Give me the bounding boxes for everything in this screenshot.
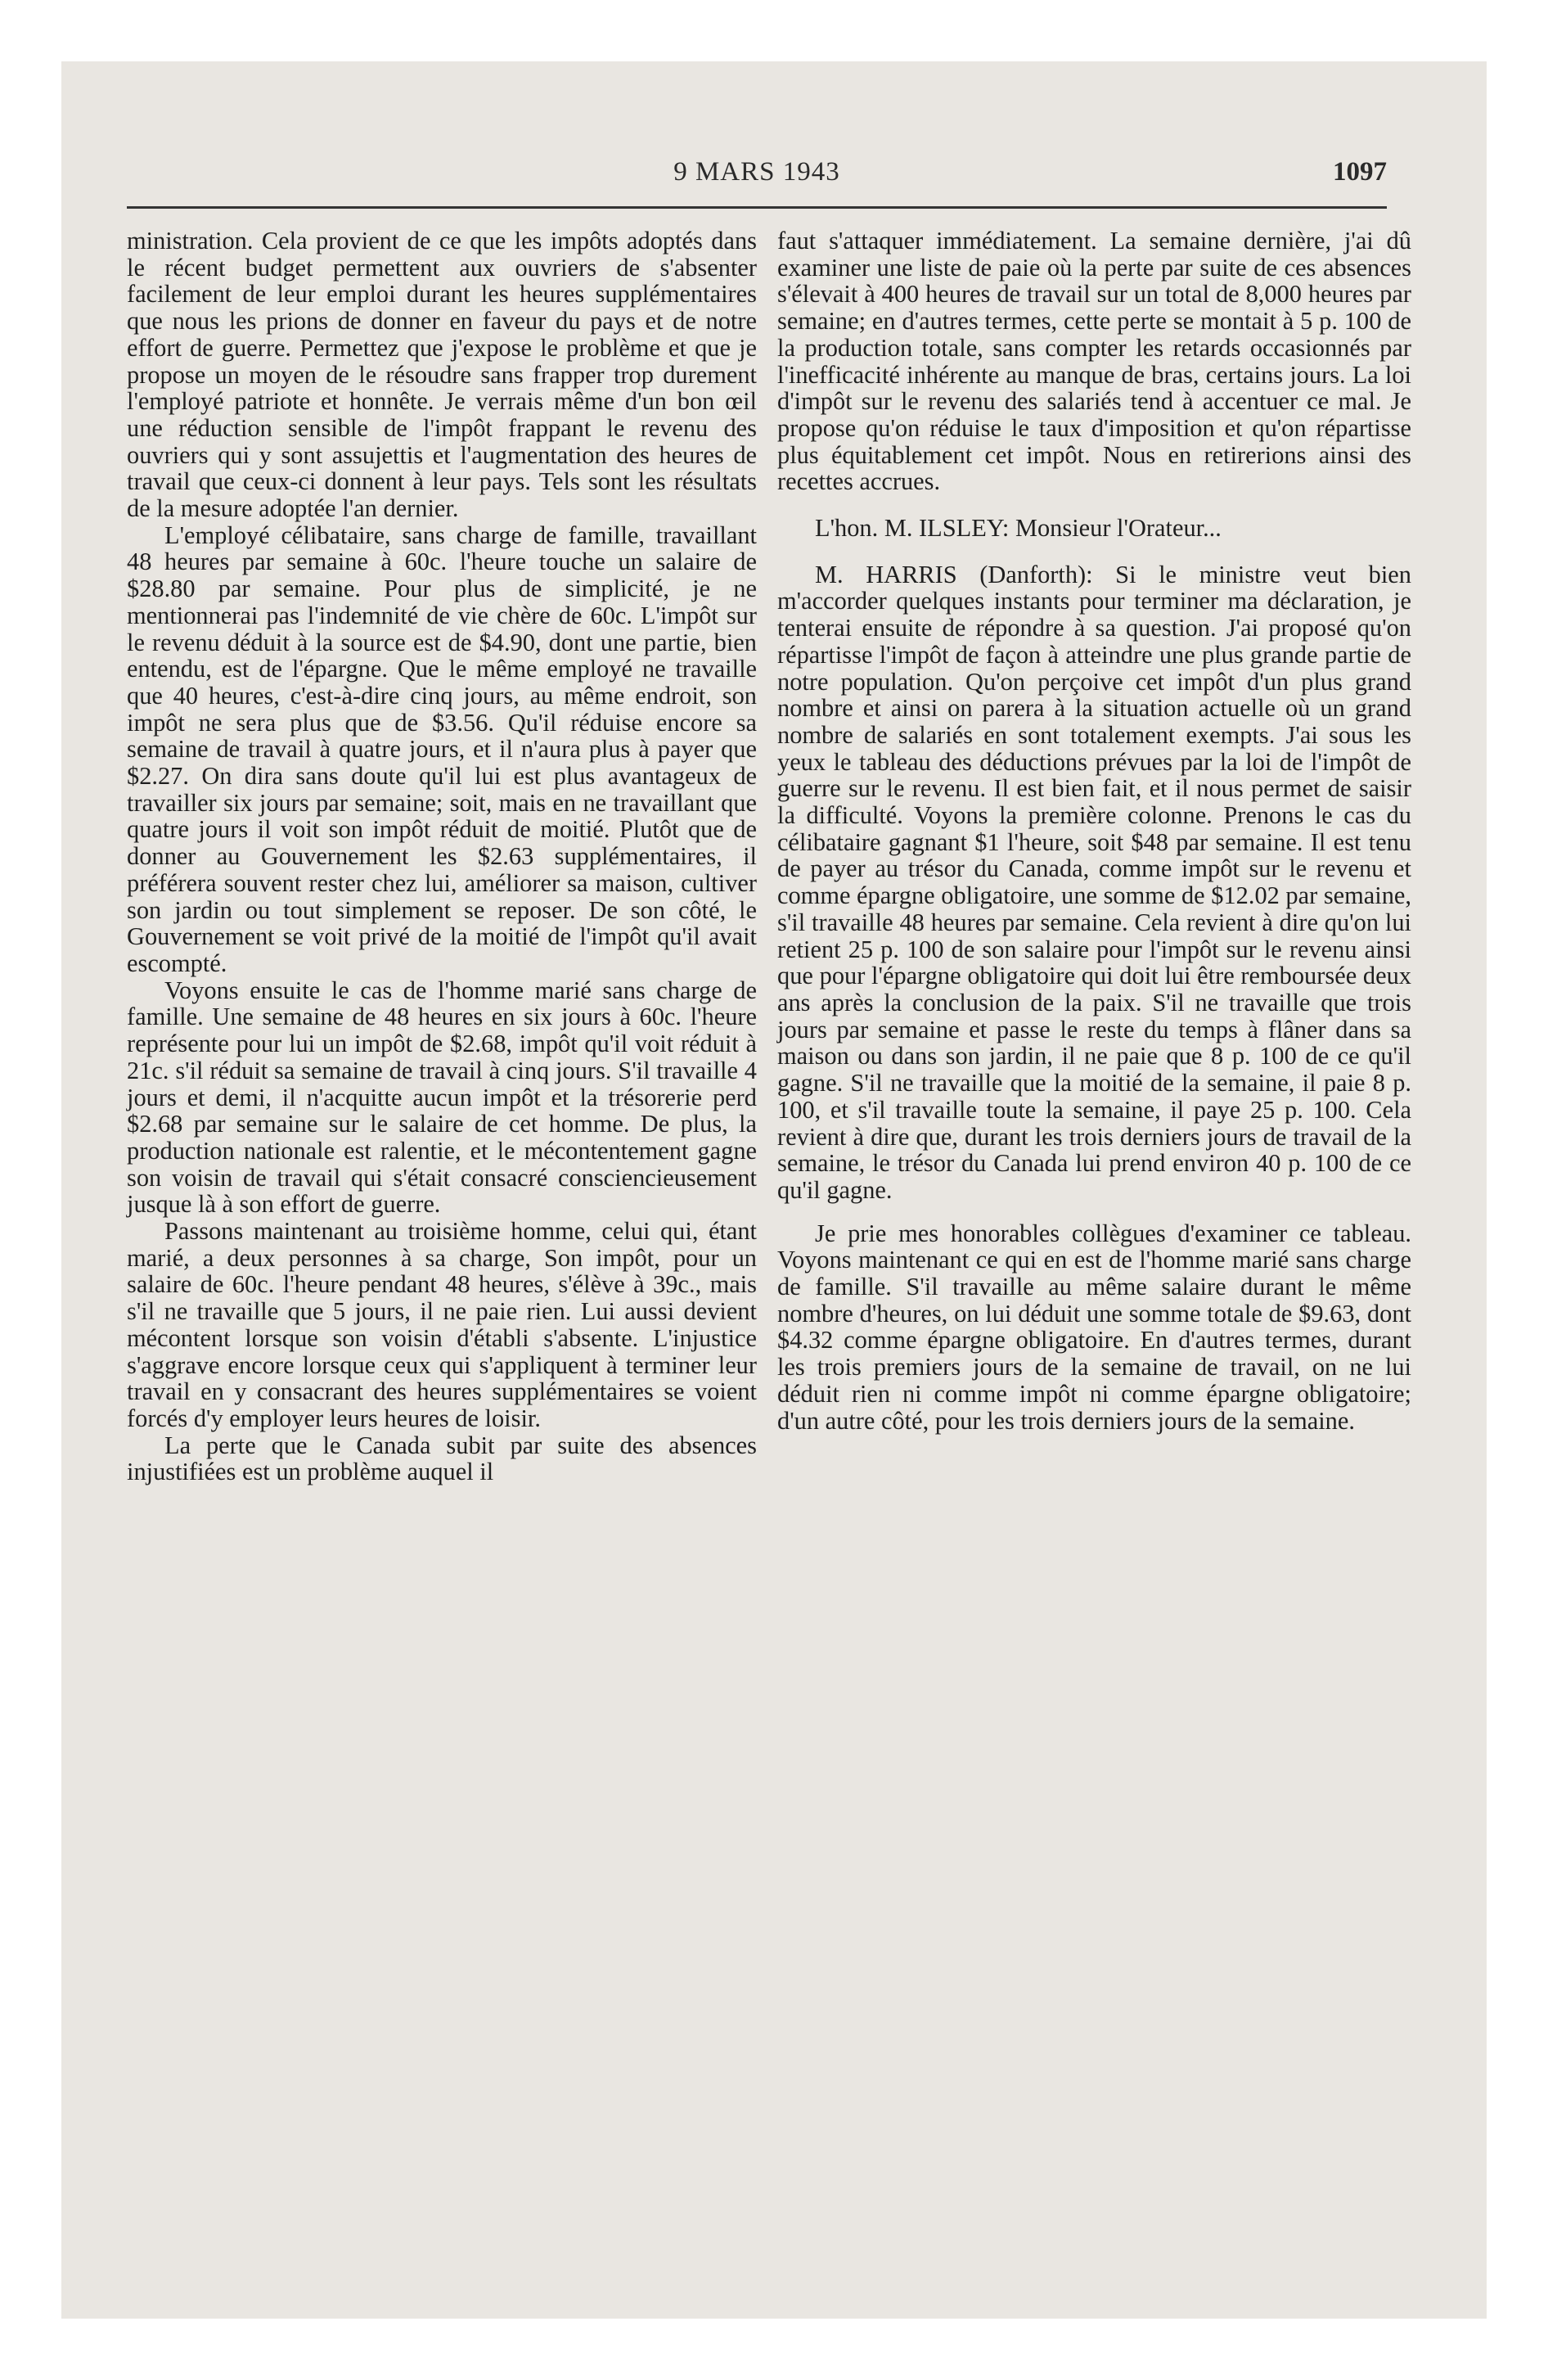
header-rule bbox=[127, 206, 1387, 209]
paragraph: Passons maintenant au troisième homme, celui qui, étant marié, a deux personnes à sa charge, Son impôt, pour un salaire de 60c. l'heure pendant 48 heures, s'élève à 39c., mais s'il ne travaille que 5 jours, il ne paie rien. Lui aussi devient mécontent lorsque son voisin d'établi s'absente. L'injustice s'aggrave encore lorsque ceux qui s'appliquent à terminer leur travail en y consacrant des heures supplémentaires se voient forcés d'y employer leurs heures de loisir. bbox=[127, 1217, 757, 1432]
paragraph: Voyons ensuite le cas de l'homme marié sans charge de famille. Une semaine de 48 heures en six jours à 60c. l'heure représente pour lui un impôt de $2.68, impôt qu'il voit réduit à 21c. s'il réduit sa semaine de travail à cinq jours. S'il travaille 4 jours et demi, il n'acquitte aucun impôt et la trésorerie perd $2.68 par semaine sur le salaire de cet homme. De plus, la production nationale est ralentie, et le mécontentement gagne son voisin de travail qui s'était consacré consciencieusement jusque là à son effort de guerre. bbox=[127, 976, 757, 1219]
header-date: 9 MARS 1943 bbox=[673, 157, 840, 187]
right-column bbox=[777, 228, 1411, 1434]
speaker-line: L'hon. M. ILSLEY: Monsieur l'Orateur... bbox=[815, 514, 1222, 543]
paragraph: L'employé célibataire, sans charge de famille, travaillant 48 heures par semaine à 60c. l'heure touche un salaire de $28.80 par semaine. Pour plus de simplicité, je ne mentionnerai pas l'indemnité de vie chère de 60c. L'impôt sur le revenu déduit à la source est de $4.90, dont une partie, bien entendu, est de l'épargne. Que le même employé ne travaille que 40 heures, c'est-à-dire cinq jours, au même endroit, son impôt ne sera plus que de $3.56. Qu'il réduise encore sa semaine de travail à quatre jours, et il n'aura plus à payer que $2.27. On dira sans doute qu'il lui est plus avantageux de travailler six jours par semaine; soit, mais en ne travaillant que quatre jours il voit son impôt réduit de moitié. Plutôt que de donner au Gouvernement les $2.63 supplémentaires, il préférera souvent rester chez lui, améliorer sa maison, cultiver son jardin ou tout simplement se reposer. De son côté, le Gouvernement se voit privé de la moitié de l'impôt qu'il avait escompté. bbox=[127, 521, 757, 977]
paragraph: M. HARRIS (Danforth): Si le ministre veut bien m'accorder quelques instants pour terminer ma déclaration, je tenterai ensuite de répondre à sa question. J'ai proposé qu'on répartisse l'impôt de façon à atteindre une plus grande partie de notre population. Qu'on perçoive cet impôt d'un plus grand nombre et ainsi on parera à la situation actuelle où un grand nombre de salariés en sont totalement exempts. J'ai sous les yeux le tableau des déductions prévues par la loi de l'impôt de guerre sur le revenu. Il est bien fait, et il nous permet de saisir la difficulté. Voyons la première colonne. Prenons le cas du célibataire gagnant $1 l'heure, soit $48 par semaine. Il est tenu de payer au trésor du Canada, comme impôt sur le revenu et comme épargne obligatoire, une somme de $12.02 par semaine, s'il travaille 48 heures par semaine. Cela revient à dire qu'on lui retient 25 p. 100 de son salaire pour l'impôt sur le revenu ainsi que pour l'épargne obligatoire qui doit lui être remboursée deux ans après la conclusion de la paix. S'il ne travaille que trois jours par semaine et passe le reste du temps à flâner dans sa maison ou dans son jardin, il ne paie que 8 p. 100 de ce qu'il gagne. S'il ne travaille que la moitié de la semaine, il paie 8 p. 100, et s'il travaille toute la semaine, il paye 25 p. 100. Cela revient à dire que, durant les trois derniers jours de travail de la semaine, le trésor du Canada lui prend environ 40 p. 100 de ce qu'il gagne. bbox=[777, 560, 1412, 1204]
paragraph: La perte que le Canada subit par suite des absences injustifiées est un problème auquel il bbox=[127, 1431, 757, 1486]
page-number: 1097 bbox=[1333, 157, 1387, 187]
paragraph: faut s'attaquer immédiatement. La semaine dernière, j'ai dû examiner une liste de paie où la perte par suite de ces absences s'élevait à 400 heures de travail sur un total de 8,000 heures par semaine; en d'autres termes, cette perte se montait à 5 p. 100 de la production totale, sans compter les retards occasionnés par l'inefficacité inhérente au manque de bras, certains jours. La loi d'impôt sur le revenu des salariés tend à accentuer ce mal. Je propose qu'on réduise le taux d'imposition et qu'on répartisse plus équitablement cet impôt. Nous en retirerions ainsi des recettes accrues. bbox=[777, 227, 1411, 496]
paragraph: Je prie mes honorables collègues d'examiner ce tableau. Voyons maintenant ce qui en est de l'homme marié sans charge de famille. S'il travaille au même salaire durant le même nombre d'heures, on lui déduit une somme totale de $9.63, dont $4.32 comme épargne obligatoire. En d'autres termes, durant les trois premiers jours de la semaine de travail, on ne lui déduit rien ni comme impôt ni comme épargne obligatoire; d'un autre côté, pour les trois derniers jours de la semaine. bbox=[777, 1219, 1411, 1435]
left-column bbox=[127, 228, 757, 1485]
running-header bbox=[127, 157, 1387, 200]
paragraph: ministration. Cela provient de ce que les impôts adoptés dans le récent budget permettent aux ouvriers de s'absenter facilement de leur emploi durant les heures supplémentaires que nous les prions de donner en faveur du pays et de notre effort de guerre. Permettez que j'expose le problème et que je propose un moyen de le résoudre sans frapper trop durement l'employé patriote et honnête. Je verrais même d'un bon œil une réduction sensible de l'impôt frappant le revenu des ouvriers qui y sont assujettis et l'augmentation des heures de travail que ceux-ci donnent à leur pays. Tels sont les résultats de la mesure adoptée l'an dernier. bbox=[127, 227, 757, 523]
